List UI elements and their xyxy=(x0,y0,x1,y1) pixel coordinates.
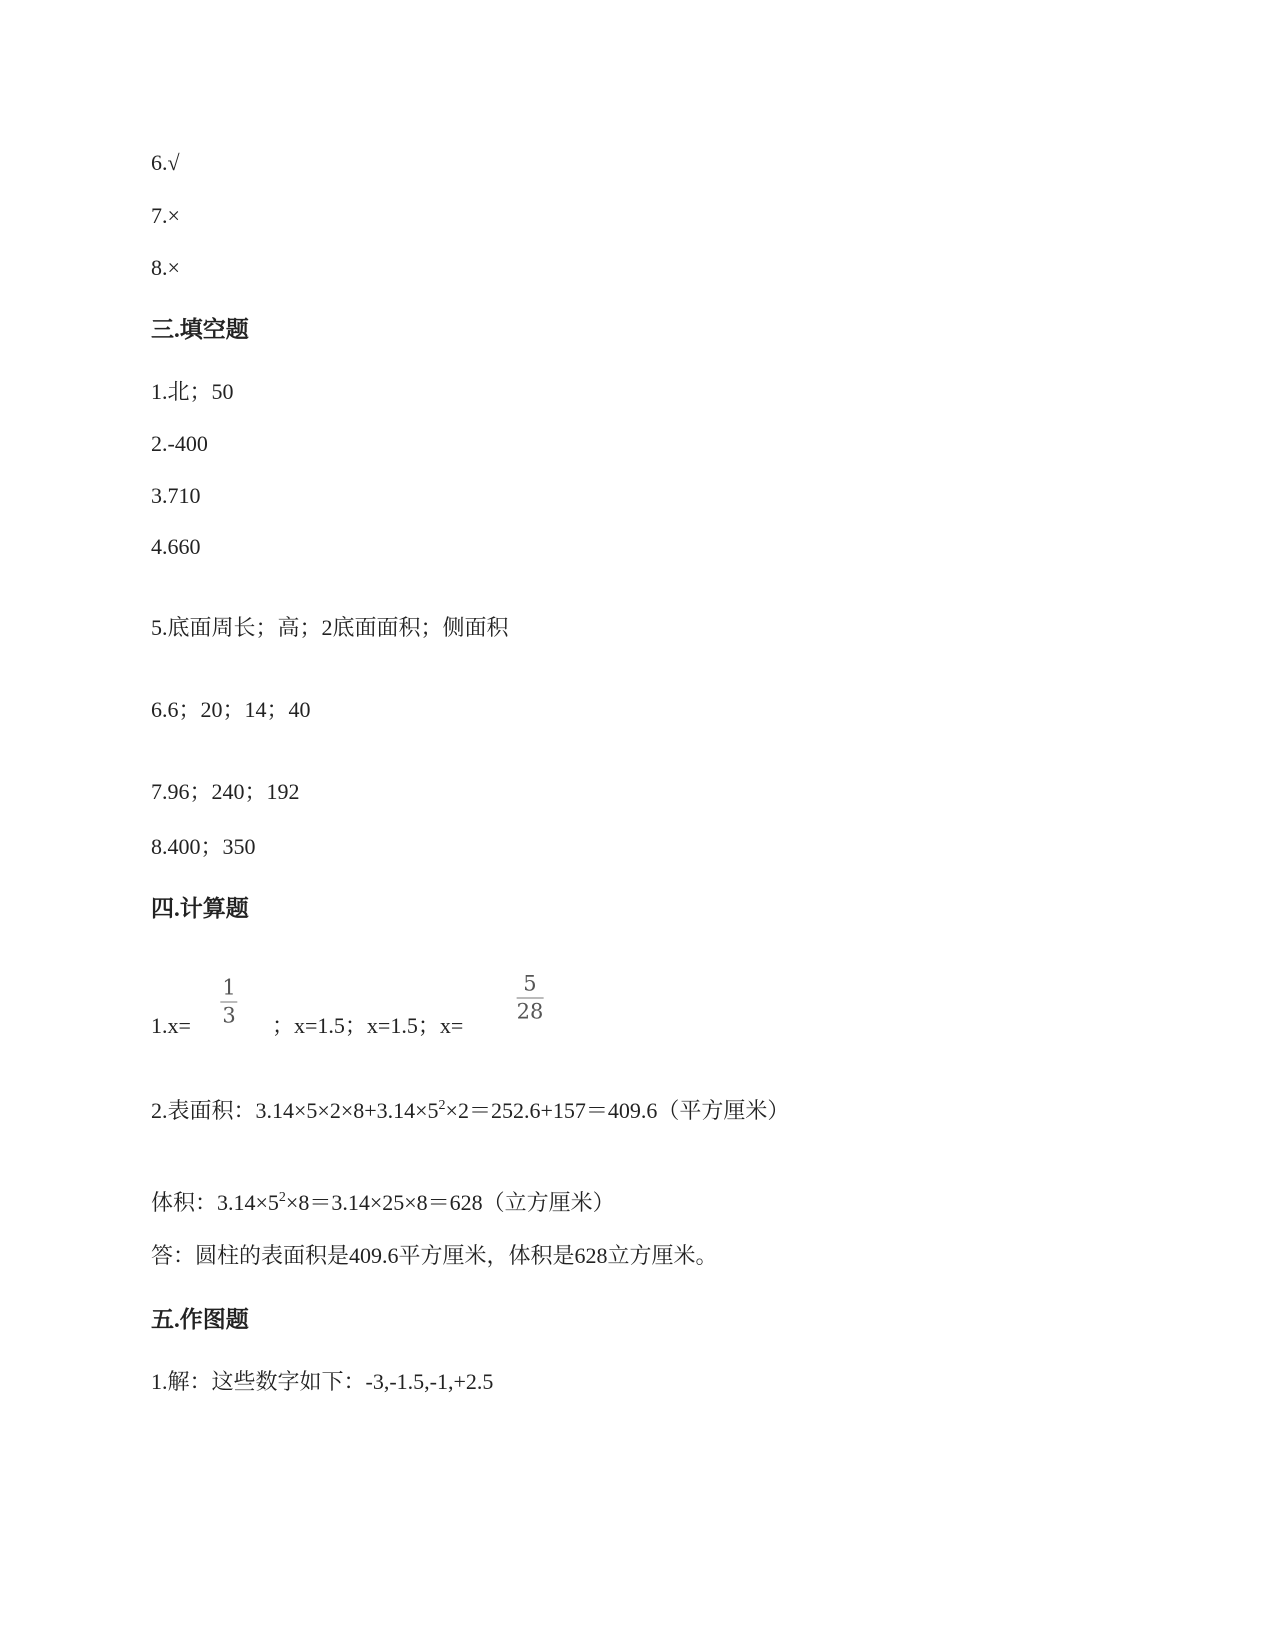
exponent: 2 xyxy=(278,1190,286,1205)
answer-line: 3.710 xyxy=(151,483,201,508)
formula-text: ×2＝252.6+157＝409.6（平方厘米） xyxy=(445,1098,790,1123)
answer-line: 7.96；240；192 xyxy=(151,779,300,804)
volume-line xyxy=(151,1192,615,1214)
surface-area-line xyxy=(151,1100,789,1122)
formula-text: 体积：3.14×5 xyxy=(151,1190,279,1215)
section-title: 五.作图题 xyxy=(151,1307,249,1332)
exponent: 2 xyxy=(438,1098,446,1113)
answer-line: 6.√ xyxy=(151,150,180,175)
answer-line: 1.北；50 xyxy=(151,379,234,404)
answer-line: ；x=1.5；x=1.5；x= xyxy=(272,1013,464,1038)
answer-sentence: 答：圆柱的表面积是409.6平方厘米，体积是628立方厘米。 xyxy=(151,1243,718,1268)
fraction-one-third xyxy=(220,975,237,1028)
section-title: 三.填空题 xyxy=(151,317,249,342)
answer-line: 1.x= xyxy=(151,1013,191,1038)
fraction-denominator: 28 xyxy=(516,999,544,1024)
fraction-five-twenty-eighths xyxy=(516,971,544,1024)
answer-line: 7.× xyxy=(151,203,180,228)
answer-line: 4.660 xyxy=(151,534,201,559)
section-title: 四.计算题 xyxy=(151,896,249,921)
formula-text: ×8＝3.14×25×8＝628（立方厘米） xyxy=(285,1190,615,1215)
answer-line: 5.底面周长；高；2底面面积；侧面积 xyxy=(151,615,509,640)
answer-line: 8.× xyxy=(151,255,180,280)
formula-text: 2.表面积：3.14×5×2×8+3.14×5 xyxy=(151,1098,439,1123)
fraction-numerator: 1 xyxy=(222,975,236,1000)
answer-line: 1.解：这些数字如下：-3,-1.5,-1,+2.5 xyxy=(151,1369,494,1394)
answer-line: 8.400；350 xyxy=(151,834,256,859)
fraction-denominator: 3 xyxy=(222,1003,236,1028)
fraction-numerator: 5 xyxy=(523,971,537,996)
answer-line: 6.6；20；14；40 xyxy=(151,697,311,722)
answer-line: 2.-400 xyxy=(151,431,208,456)
